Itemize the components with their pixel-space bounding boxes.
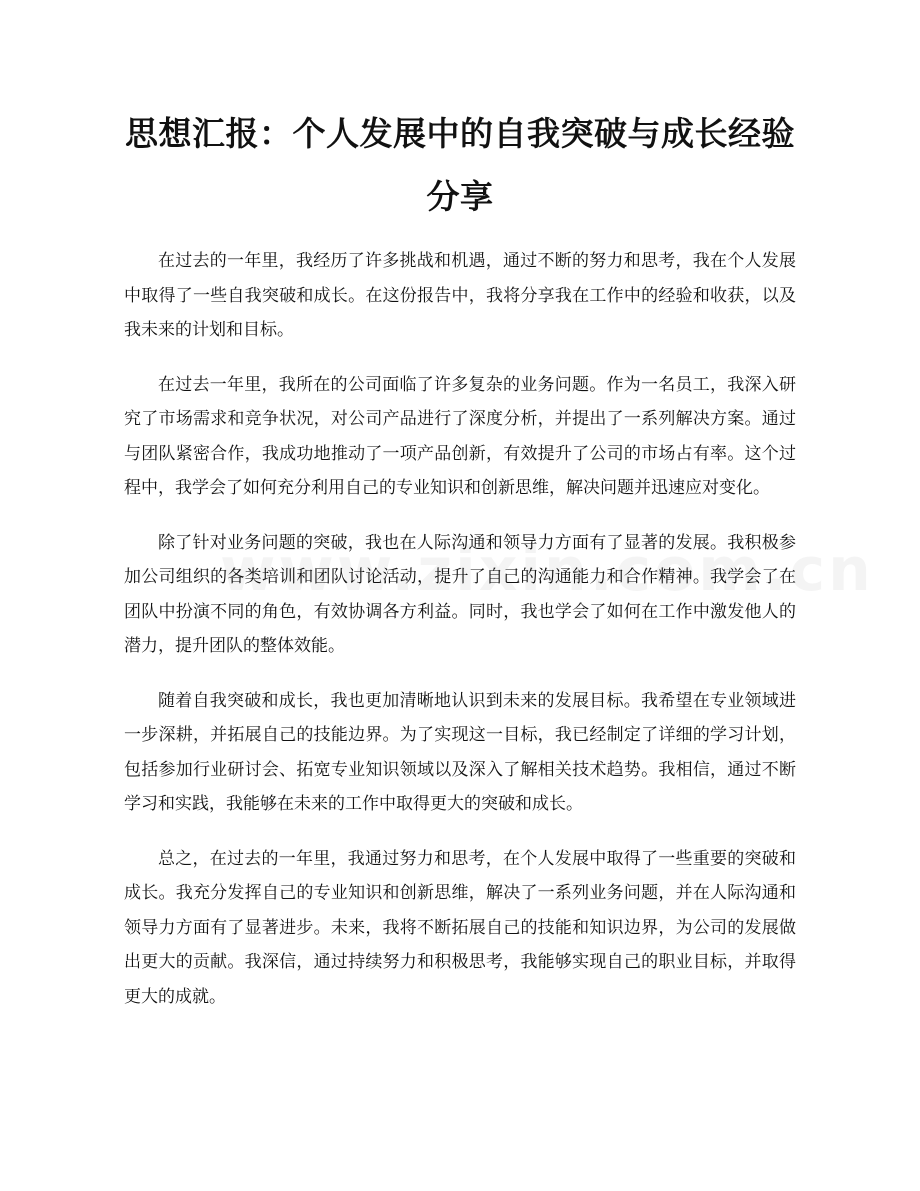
paragraph-2: 在过去一年里，我所在的公司面临了许多复杂的业务问题。作为一名员工，我深入研究了市场需求和竞争状况，对公司产品进行了深度分析，并提出了一系列解决方案。通过与团队紧密合作，我成功地推动了一项产品创新，有效提升了公司的市场占有率。这个过程中，我学会了如何充分利用自己的专业知识和创新思维，解决问题并迅速应对变化。 <box>124 374 796 498</box>
document-body <box>124 244 796 1034</box>
paragraph-4: 随着自我突破和成长，我也更加清晰地认识到未来的发展目标。我希望在专业领域进一步深耕，并拓展自己的技能边界。为了实现这一目标，我已经制定了详细的学习计划，包括参加行业研讨会、拓宽专业知识领域以及深入了解相关技术趋势。我相信，通过不断学习和实践，我能够在未来的工作中取得更大的突破和成长。 <box>124 690 796 814</box>
paragraph-3: 除了针对业务问题的突破，我也在人际沟通和领导力方面有了显著的发展。我积极参加公司组织的各类培训和团队讨论活动，提升了自己的沟通能力和合作精神。我学会了在团队中扮演不同的角色，有效协调各方利益。同时，我也学会了如何在工作中激发他人的潜力，提升团队的整体效能。 <box>124 532 796 656</box>
paragraph-1: 在过去的一年里，我经历了许多挑战和机遇，通过不断的努力和思考，我在个人发展中取得了一些自我突破和成长。在这份报告中，我将分享我在工作中的经验和收获，以及我未来的计划和目标。 <box>124 251 796 340</box>
paragraph-5: 总之，在过去的一年里，我通过努力和思考，在个人发展中取得了一些重要的突破和成长。我充分发挥自己的专业知识和创新思维，解决了一系列业务问题，并在人际沟通和领导力方面有了显著进步。未来，我将不断拓展自己的技能和知识边界，为公司的发展做出更大的贡献。我深信，通过持续努力和积极思考，我能够实现自己的职业目标，并取得更大的成就。 <box>124 848 796 1007</box>
document-title: 思想汇报：个人发展中的自我突破与成长经验分享 <box>125 114 795 216</box>
